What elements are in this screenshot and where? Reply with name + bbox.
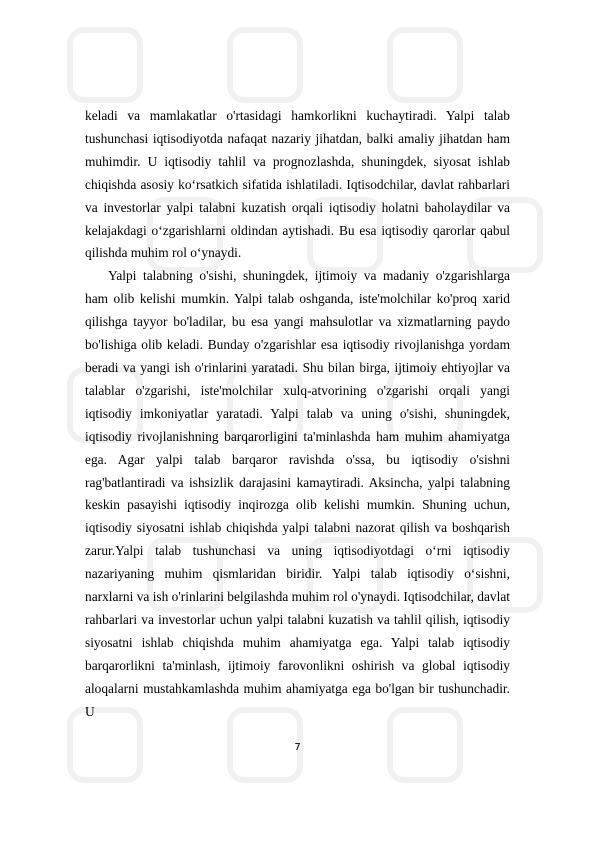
paragraph-2: Yalpi talabning o'sishi, shuningdek, ijtimoiy va madaniy o'zgarishlarga ham olib kelishi mumkin. Yalpi talab oshganda, iste'molchilar ko'proq xarid qilishga tayyor bo'ladilar, bu esa yangi mahsulotlar va xizmatlarning paydo bo'lishiga olib keladi. Bunday o'zgarishlar esa iqtisodiy rivojlanishga yordam beradi va yangi ish o'rinlarini yaratadi. Shu bilan birga, ijtimoiy ehtiyojlar va talablar o'zgarishi, iste'molchilar xulq-atvorining o'zgarishi orqali yangi iqtisodiy imkoniyatlar yaratadi. Yalpi talab va uning o'sishi, shuningdek, iqtisodiy rivojlanishning barqarorligini ta'minlashda ham muhim ahamiyatga ega. Agar yalpi talab barqaror ravishda o'ssa, bu iqtisodiy o'sishni rag'batlantiradi va ishsizlik darajasini kamaytiradi. Aksincha, yalpi talabning keskin pasayishi iqtisodiy inqirozga olib kelishi mumkin. Shuning uchun, iqtisodiy siyosatni ishlab chiqishda yalpi talabni nazorat qilish va boshqarish zarur.Yalpi talab tushunchasi va uning iqtisodiyotdagi o‘rni iqtisodiy nazariyaning muhim qismlaridan biridir. Yalpi talab iqtisodiy o‘sishni, narxlarni va ish o'rinlarini belgilashda muhim rol o'ynaydi. Iqtisodchilar, davlat rahbarlari va investorlar uchun yalpi talabni kuzatish va tahlil qilish, iqtisodiy siyosatni ishlab chiqishda muhim ahamiyatga ega. Yalpi talab iqtisodiy barqarorlikni ta'minlash, ijtimoiy farovonlikni oshirish va global iqtisodiy aloqalarni mustahkamlashda muhim ahamiyatga ega bo'lgan bir tushunchadir. U bbox=[85, 268, 510, 719]
paragraph-1: keladi va mamlakatlar o'rtasidagi hamkorlikni kuchaytiradi. Yalpi talab tushunchasi iqtisodiyotda nafaqat nazariy jihatdan, balki amaliy jihatdan ham muhimdir. U iqtisodiy tahlil va prognozlashda, shuningdek, siyosat ishlab chiqishda asosiy ko‘rsatkich sifatida ishlatiladi. Iqtisodchilar, davlat rahbarlari va investorlar yalpi talabni kuzatish orqali iqtisodiy holatni baholaydilar va kelajakdagi o‘zgarishlarni oldindan aytishadi. Bu esa iqtisodiy qarorlar qabul qilishda muhim rol o‘ynaydi. bbox=[85, 108, 510, 261]
body-text bbox=[85, 105, 510, 723]
page-number: 7 bbox=[294, 742, 301, 753]
